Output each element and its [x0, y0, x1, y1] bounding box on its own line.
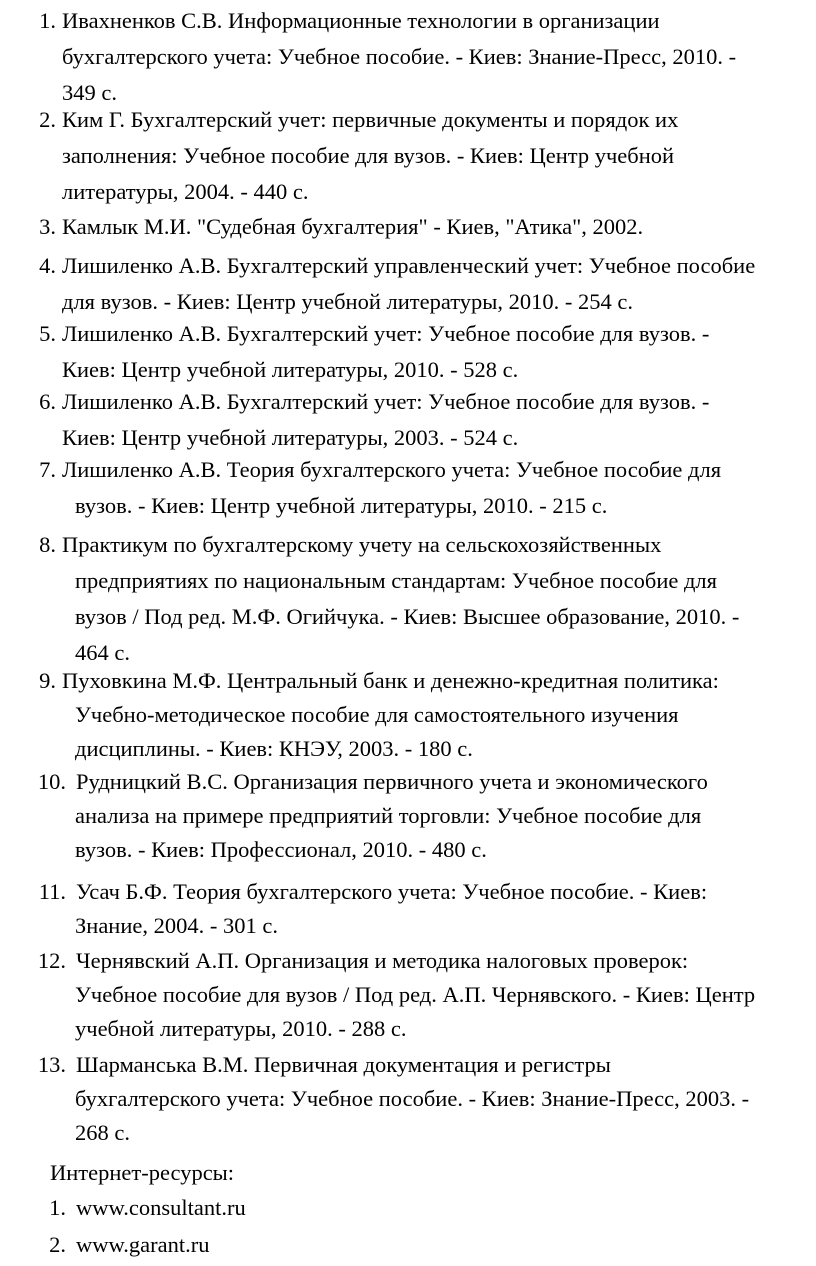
internet-resource-link[interactable]: www.garant.ru — [76, 1232, 210, 1257]
internet-resource-number: 2. — [49, 1232, 66, 1257]
reference-item — [0, 3, 806, 111]
reference-text-line: Лишиленко А.В. Бухгалтерский учет: Учебное пособие для вузов. - — [62, 389, 710, 414]
reference-text-line: бухгалтерского учета: Учебное пособие. - Киев: Знание-Пресс, 2003. - — [75, 1086, 750, 1111]
reference-text-line: Чернявский А.П. Организация и методика налоговых проверок: — [76, 948, 689, 973]
reference-item — [0, 664, 806, 766]
reference-number: 2. — [39, 107, 56, 132]
reference-item — [0, 102, 806, 210]
reference-text-line: Учебно-методическое пособие для самостоятельного изучения — [75, 702, 679, 727]
reference-number: 11. — [38, 879, 66, 904]
reference-text-line: Шарманська В.М. Первичная документация и регистры — [76, 1052, 611, 1077]
reference-number: 7. — [39, 457, 56, 482]
reference-item — [0, 384, 806, 456]
internet-resource-number: 1. — [49, 1195, 66, 1220]
reference-number: 10. — [37, 769, 66, 794]
reference-text-line: 349 с. — [62, 80, 117, 105]
reference-text-line: 464 с. — [75, 640, 130, 665]
reference-item — [0, 209, 806, 245]
reference-text-line: Ивахненков С.В. Информационные технологии в организации — [62, 8, 660, 33]
internet-resource-link[interactable]: www.consultant.ru — [76, 1195, 246, 1220]
reference-text-line: Учебное пособие для вузов / Под ред. А.П. Чернявского. - Киев: Центр — [75, 982, 756, 1007]
reference-item — [0, 875, 806, 943]
reference-text-line: предприятиях по национальным стандартам: Учебное пособие для — [75, 568, 718, 593]
reference-text-line: заполнения: Учебное пособие для вузов. - Киев: Центр учебной — [62, 143, 675, 168]
reference-text-line: дисциплины. - Киев: КНЭУ, 2003. - 180 с. — [75, 736, 473, 761]
reference-text-line: Знание, 2004. - 301 с. — [75, 913, 278, 938]
reference-text-line: Лишиленко А.В. Бухгалтерский управленческий учет: Учебное пособие — [62, 253, 756, 278]
reference-number: 3. — [39, 214, 56, 239]
reference-number: 12. — [37, 948, 66, 973]
reference-number: 5. — [39, 321, 56, 346]
reference-text-line: Киев: Центр учебной литературы, 2010. - 528 с. — [62, 357, 519, 382]
reference-number: 9. — [39, 668, 56, 693]
reference-text-line: вузов. - Киев: Центр учебной литературы, 2010. - 215 с. — [75, 493, 608, 518]
reference-text-line: литературы, 2004. - 440 с. — [62, 179, 309, 204]
reference-text-line: бухгалтерского учета: Учебное пособие. - Киев: Знание-Пресс, 2010. - — [62, 44, 737, 69]
reference-text-line: для вузов. - Киев: Центр учебной литературы, 2010. - 254 с. — [62, 289, 634, 314]
reference-number: 4. — [39, 253, 56, 278]
reference-text-line: 268 с. — [75, 1120, 130, 1145]
reference-text-line: вузов / Под ред. М.Ф. Огийчука. - Киев: Высшее образование, 2010. - — [75, 604, 740, 629]
reference-text-line: Лишиленко А.В. Бухгалтерский учет: Учебное пособие для вузов. - — [62, 321, 710, 346]
reference-number: 8. — [39, 532, 56, 557]
reference-text-line: Рудницкий В.С. Организация первичного учета и экономического — [76, 769, 708, 794]
reference-item — [0, 527, 806, 671]
reference-text-line: Камлык М.И. "Судебная бухгалтерия" - Киев, "Атика", 2002. — [62, 214, 644, 239]
reference-item — [0, 316, 806, 388]
reference-item — [0, 944, 806, 1046]
reference-text-line: Лишиленко А.В. Теория бухгалтерского учета: Учебное пособие для — [62, 457, 722, 482]
reference-text-line: вузов. - Киев: Профессионал, 2010. - 480 с. — [75, 837, 487, 862]
reference-number: 1. — [39, 8, 56, 33]
reference-text-line: Практикум по бухгалтерскому учету на сельскохозяйственных — [62, 532, 662, 557]
reference-item — [0, 1048, 806, 1150]
reference-text-line: Пуховкина М.Ф. Центральный банк и денежно-кредитная политика: — [62, 668, 719, 693]
reference-item — [0, 452, 806, 524]
reference-text-line: анализа на примере предприятий торговли: Учебное пособие для — [75, 803, 702, 828]
reference-text-line: Усач Б.Ф. Теория бухгалтерского учета: Учебное пособие. - Киев: — [76, 879, 708, 904]
internet-resources-title: Интернет-ресурсы: — [50, 1160, 235, 1185]
reference-item — [0, 765, 806, 867]
reference-text-line: Ким Г. Бухгалтерский учет: первичные документы и порядок их — [62, 107, 679, 132]
reference-number: 6. — [39, 389, 56, 414]
reference-item — [0, 248, 806, 320]
reference-text-line: учебной литературы, 2010. - 288 с. — [75, 1016, 407, 1041]
reference-number: 13. — [37, 1052, 66, 1077]
reference-text-line: Киев: Центр учебной литературы, 2003. - 524 с. — [62, 425, 519, 450]
